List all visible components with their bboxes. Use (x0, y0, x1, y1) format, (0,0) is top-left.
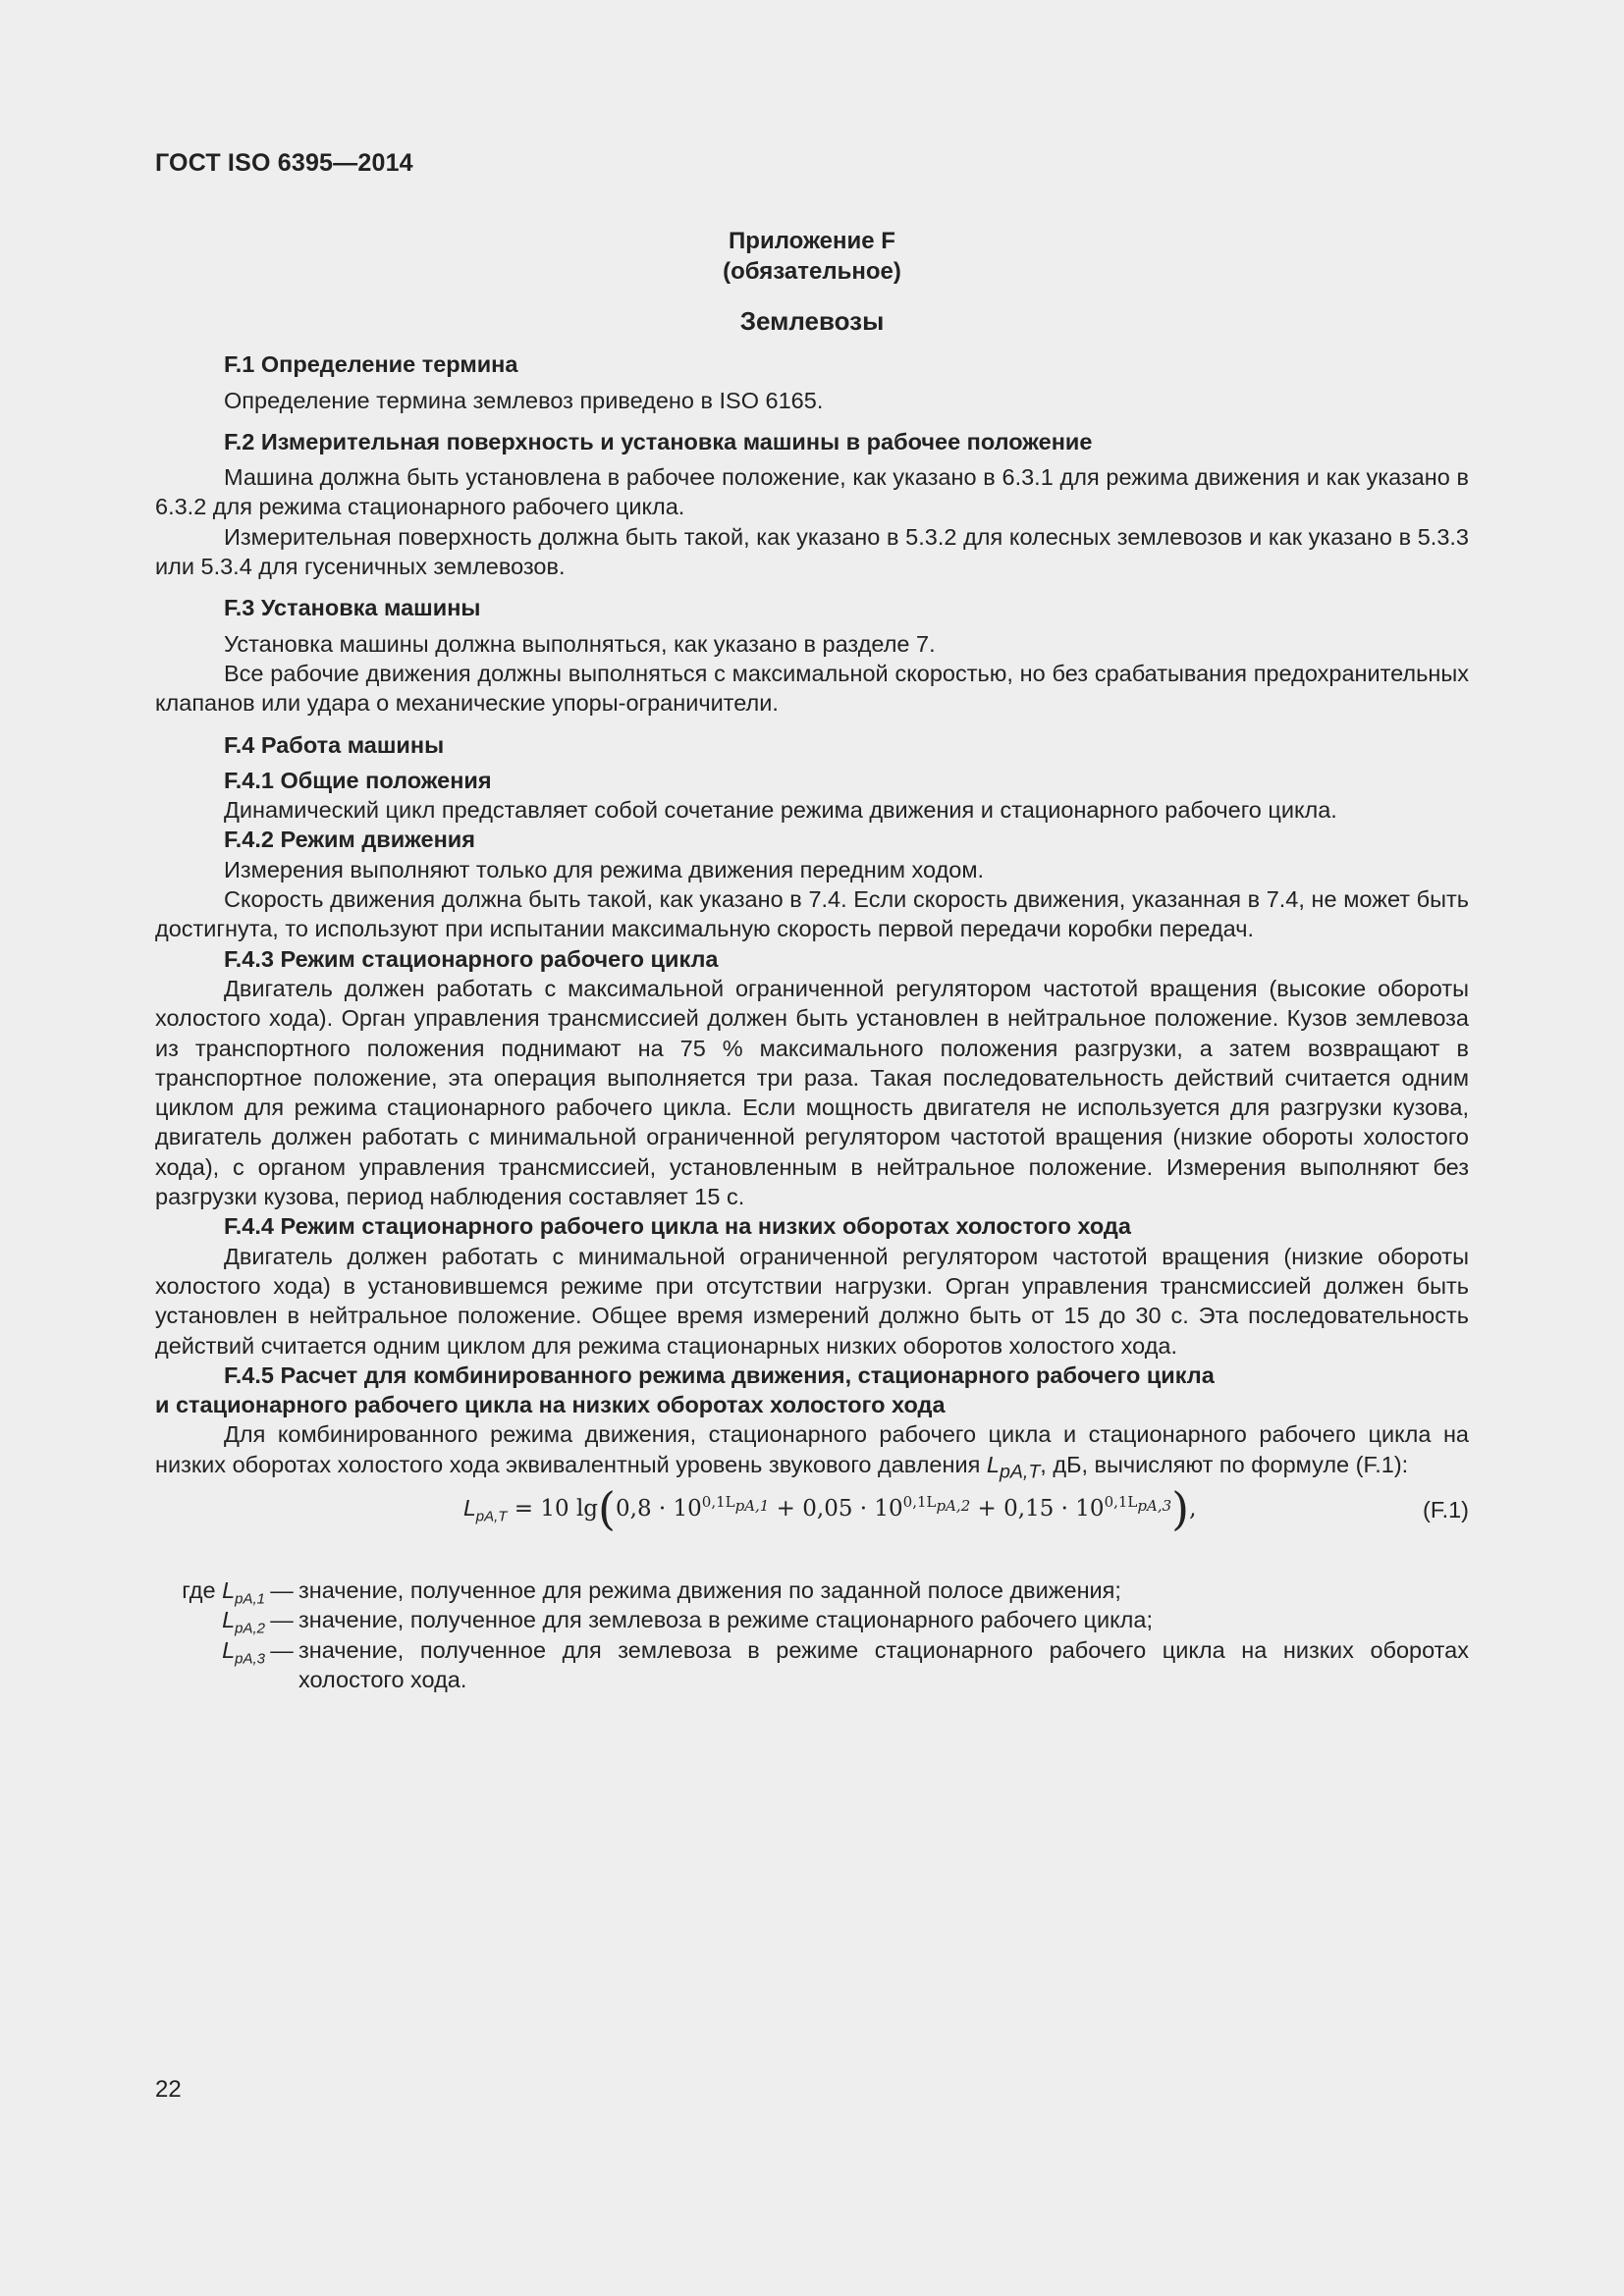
section-f45-paragraph (155, 1419, 1469, 1483)
section-f41-title: F.4.1 Общие положения (224, 767, 492, 793)
open-paren-glyph: ( (598, 1481, 616, 1535)
formula-term-1: 0,8 · 10 (616, 1495, 702, 1522)
section-f2-paragraph-2: Измерительная поверхность должна быть такой, как указано в 5.3.2 для колесных землевозов и как указано в 5.3.3 или 5.3.4 для гусеничных землевозов. (155, 523, 1469, 580)
close-paren-glyph: ) (1171, 1481, 1190, 1535)
section-f42-paragraph-1: Измерения выполняют только для режима движения передним ходом. (224, 856, 985, 882)
document-header: ГОСТ ISO 6395—2014 (155, 149, 413, 177)
appendix-status: (обязательное) (723, 258, 901, 285)
formula-term-2: + 0,05 · 10 (769, 1495, 903, 1522)
formula-exponent-2: 0,1LpA,2 (902, 1493, 971, 1516)
section-f45-text-b: , дБ, вычисляют по формуле (F.1): (1040, 1451, 1409, 1477)
section-f4-title: F.4 Работа машины (224, 731, 445, 758)
formula-exponent-3: 0,1LpA,3 (1104, 1493, 1172, 1516)
section-f1-paragraph: Определение термина землевоз приведено в ISO 6165. (224, 387, 824, 413)
section-f3-title: F.3 Установка машины (224, 595, 481, 621)
section-f41-paragraph: Динамический цикл представляет собой сочетание режима движения и стационарного рабочего цикла. (224, 797, 1337, 824)
section-f43-paragraph: Двигатель должен работать с максимальной ограниченной регулятором частотой вращения (высокие обороты холостого хода). Орган управления трансмиссией должен быть установлен в нейтральное положение. Кузов землевоза из транспортного положения поднимают на 75 % максимального положения разгрузки, а затем возвращают в транспортное положение, эта операция выполняется три раза. Такая последовательность действий считается одним циклом для режима стационарного рабочего цикла. Если мощность двигателя не используется для разгрузки кузова, двигатель должен работать с минимальной ограниченной регулятором частотой вращения (низкие обороты холостого хода), с органом управления трансмиссией, установленным в нейтральное положение. Измерения выполняют без разгрузки кузова, период наблюдения составляет 15 с. (155, 975, 1469, 1210)
section-f3-paragraph-2: Все рабочие движения должны выполняться с максимальной скоростью, но без срабатывания предохранительных клапанов или удара о механические упоры-ограничители. (155, 660, 1469, 717)
where-dash-3: — (270, 1636, 294, 1663)
page-number: 22 (155, 2076, 182, 2103)
section-f45-title-line-1: F.4.5 Расчет для комбинированного режима движения, стационарного рабочего цикла (224, 1362, 1215, 1388)
where-dash-2: — (270, 1607, 294, 1633)
section-f45-title-line-2: и стационарного рабочего цикла на низких оборотах холостого хода (155, 1392, 946, 1418)
appendix-name: Землевозы (739, 306, 885, 336)
appendix-title: Приложение F (729, 228, 895, 254)
formula-eq: = 10 lg (507, 1495, 599, 1522)
section-f42-title: F.4.2 Режим движения (224, 827, 475, 853)
section-f1-title: F.1 Определение термина (224, 351, 518, 378)
section-f2-title: F.2 Измерительная поверхность и установка машины в рабочее положение (224, 428, 1093, 454)
formula-lhs: $L_{pA,T}$ (463, 1494, 508, 1525)
formula-f1 (155, 1481, 1469, 1562)
section-f43-title: F.4.3 Режим стационарного рабочего цикла (224, 945, 719, 972)
formula-exponent-1: 0,1LpA,1 (701, 1493, 770, 1516)
section-f2-paragraph-1: Машина должна быть установлена в рабочее положение, как указано в 6.3.1 для режима движения и как указано в 6.3.2 для режима стационарного рабочего цикла. (155, 464, 1469, 520)
formula-number: (F.1) (1423, 1496, 1469, 1522)
where-dash-1: — (270, 1576, 294, 1603)
where-symbol-3: $L_{pA,3}$ (222, 1636, 265, 1668)
formula-term-3: + 0,15 · 10 (970, 1495, 1105, 1522)
where-list (155, 1575, 1469, 1694)
where-symbol-2: $L_{pA,2}$ (222, 1607, 265, 1637)
section-f44-paragraph: Двигатель должен работать с минимальной ограниченной регулятором частотой вращения (низкие обороты холостого хода) в установившемся режиме при отсутствии нагрузки. Орган управления трансмиссией должен быть установлен в нейтральное положение. Общее время измерений должно быть от 15 до 30 с. Эта последовательность действий считается одним циклом для режима стационарных низких оборотов холостого хода. (155, 1243, 1469, 1359)
section-f44-title: F.4.4 Режим стационарного рабочего цикла на низких оборотах холостого хода (224, 1213, 1131, 1240)
where-text-1: значение, полученное для режима движения по заданной полосе движения; (298, 1576, 1121, 1603)
document-body (155, 226, 1469, 1694)
where-symbol-1: где $L_{pA,1}$ (182, 1576, 265, 1608)
where-text-2: значение, полученное для землевоза в режиме стационарного рабочего цикла; (298, 1607, 1153, 1633)
section-f42-paragraph-2: Скорость движения должна быть такой, как указано в 7.4. Если скорость движения, указанная в 7.4, не может быть достигнута, то используют при испытании максимальную скорость первой передачи коробки передач. (155, 886, 1469, 942)
inline-variable-lpat: $L_{pA,T}$ (986, 1451, 1041, 1483)
where-text-3: значение, полученное для землевоза в режиме стационарного рабочего цикла на низких оборотах холостого хода. (298, 1636, 1469, 1692)
formula-tail: , (1189, 1495, 1197, 1522)
formula-expression (463, 1481, 1197, 1535)
section-f3-paragraph-1: Установка машины должна выполняться, как указано в разделе 7. (224, 630, 936, 657)
section-f45-text-a: Для комбинированного режима движения, стационарного рабочего цикла и стационарного рабочего цикла на низких оборотах холостого хода эквивалентный уровень звукового давления (155, 1421, 1469, 1477)
